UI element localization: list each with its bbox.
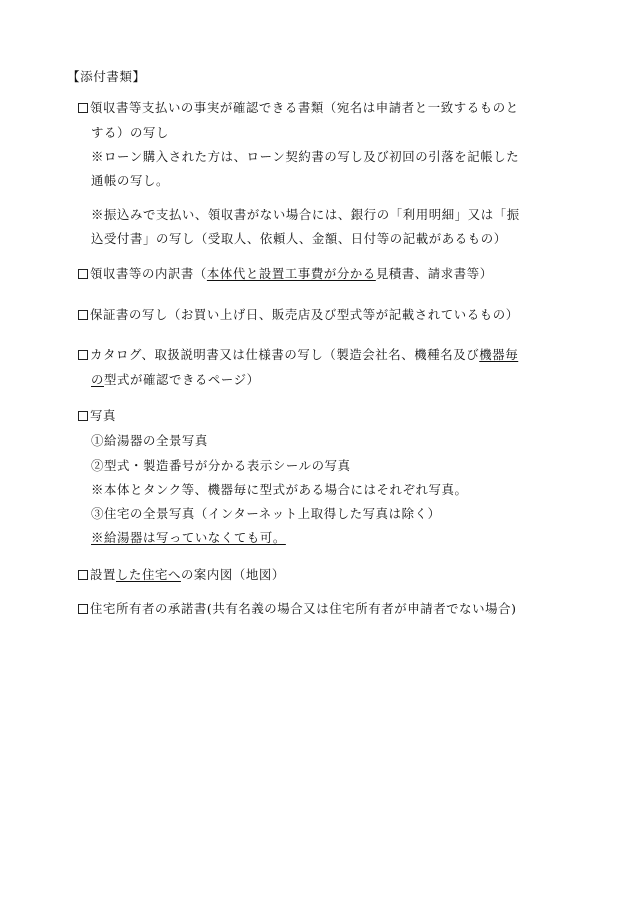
- photo-item-2: ②型式・製造番号が分かる表示シールの写真: [91, 458, 351, 473]
- checkbox-icon: [78, 570, 88, 580]
- photo-item-3-note-text: ※給湯器は写っていなくても可。: [91, 530, 286, 545]
- checkbox-icon: [78, 604, 88, 614]
- item-breakdown-post: 見積書、請求書等）: [375, 266, 493, 281]
- checkbox-icon: [78, 350, 88, 360]
- item-map-post: の案内図（地図）: [180, 567, 285, 582]
- item-photos-title: 写真: [90, 408, 116, 423]
- item-map: [78, 569, 285, 581]
- item-consent-text: 住宅所有者の承諾書(共有名義の場合又は住宅所有者が申請者でない場合): [90, 601, 517, 616]
- item-receipt-cont: する）の写し: [91, 125, 169, 140]
- item-map-pre: 設置: [90, 567, 116, 582]
- item-warranty: [78, 309, 519, 321]
- item-catalog: [78, 349, 518, 361]
- checkbox-icon: [78, 310, 88, 320]
- transfer-note-line1: ※振込みで支払い、領収書がない場合には、銀行の「利用明細」又は「振: [91, 207, 520, 222]
- item-consent: [78, 603, 517, 615]
- transfer-note-line2: 込受付書」の写し（受取人、依頼人、金額、日付等の記載があるもの）: [91, 231, 507, 246]
- item-photos: [78, 410, 116, 422]
- photo-item-2-note: ※本体とタンク等、機器毎に型式がある場合にはそれぞれ写真。: [91, 482, 468, 497]
- item-catalog-post: 型式が確認できるページ）: [104, 372, 260, 387]
- item-catalog-cont: [91, 374, 260, 386]
- item-map-underlined: した住宅へ: [115, 567, 181, 582]
- photo-item-3-note: [91, 532, 286, 544]
- item-catalog-underlined-cont: の: [91, 372, 104, 387]
- item-catalog-underlined: 機器毎: [479, 347, 519, 362]
- attachments-heading: 【添付書類】: [67, 69, 146, 84]
- checkbox-icon: [78, 411, 88, 421]
- item-breakdown-pre: 領収書等の内訳書（: [90, 266, 207, 281]
- item-receipt: [78, 102, 519, 114]
- item-receipt-text: 領収書等支払いの事実が確認できる書類（宛名は申請者と一致するものと: [90, 100, 519, 115]
- loan-note-line2: 通帳の写し。: [91, 173, 169, 188]
- photo-item-3: ③住宅の全景写真（インターネット上取得した写真は除く）: [91, 506, 441, 521]
- checkbox-icon: [78, 103, 88, 113]
- item-catalog-pre: カタログ、取扱説明書又は仕様書の写し（製造会社名、機種名及び: [90, 347, 480, 362]
- item-warranty-text: 保証書の写し（お買い上げ日、販売店及び型式等が記載されているもの）: [90, 307, 519, 322]
- item-breakdown: [78, 268, 493, 280]
- item-breakdown-underlined: 本体代と設置工事費が分かる: [206, 266, 376, 281]
- loan-note-line1: ※ローン購入された方は、ローン契約書の写し及び初回の引落を記帳した: [91, 149, 520, 164]
- checkbox-icon: [78, 269, 88, 279]
- photo-item-1: ①給湯器の全景写真: [91, 433, 208, 448]
